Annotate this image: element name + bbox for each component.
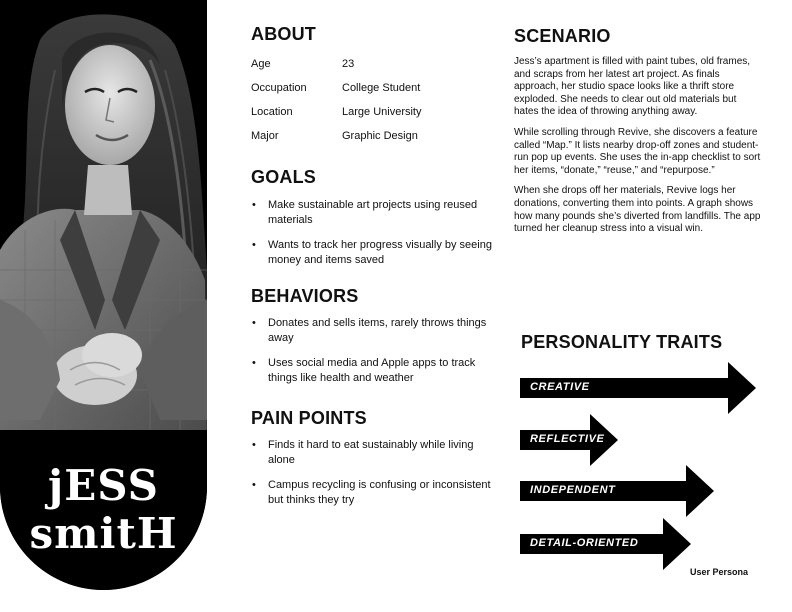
list-item: • Donates and sells items, rarely throws things away <box>251 316 496 346</box>
scenario-paragraph: While scrolling through Revive, she discovers a feature called “Map.” It lists nearby drop-off zones and student-run pop up events. She uses the in-app checklist to sort her items, “donate,” “reuse,” and “repurpose.” <box>514 126 761 176</box>
trait-detail-oriented <box>520 518 691 570</box>
about-value: Large University <box>342 106 422 118</box>
trait-label: DETAIL-ORIENTED <box>530 537 639 549</box>
trait-label: CREATIVE <box>530 381 590 393</box>
trait-reflective <box>520 414 618 466</box>
about-label: Age <box>251 58 271 70</box>
list-item: • Wants to track her progress visually by seeing money and items saved <box>251 238 496 268</box>
goals-list <box>251 198 496 278</box>
scenario-paragraph: When she drops off her materials, Revive logs her donations, converting them into points. A graph shows how many pounds she’s diverted from landfills. The app turned her cleanup stress into a visual win. <box>514 185 761 235</box>
persona-first-name: jESS <box>48 461 159 510</box>
trait-label: REFLECTIVE <box>530 433 605 445</box>
pain-points-title: PAIN POINTS <box>251 408 367 428</box>
list-item: • Uses social media and Apple apps to track things like health and weather <box>251 356 496 386</box>
about-value: Graphic Design <box>342 130 418 142</box>
behaviors-list <box>251 316 496 396</box>
about-label: Occupation <box>251 82 307 94</box>
list-item: • Campus recycling is confusing or inconsistent but thinks they try <box>251 478 496 508</box>
list-item: • Make sustainable art projects using reused materials <box>251 198 496 228</box>
list-item: • Finds it hard to eat sustainably while living alone <box>251 438 496 468</box>
behaviors-title: BEHAVIORS <box>251 286 359 306</box>
pain-points-list <box>251 438 496 518</box>
trait-label: INDEPENDENT <box>530 484 616 496</box>
about-label: Major <box>251 130 279 142</box>
persona-last-name: smitH <box>29 509 178 558</box>
scenario-title: SCENARIO <box>514 26 611 46</box>
trait-independent <box>520 465 714 517</box>
scenario-paragraph: Jess’s apartment is filled with paint tubes, old frames, and scraps from her latest art project. As finals approach, her studio space looks like a thrift store exploded. She needs to clear out old materials but hates the idea of throwing anything away. <box>514 56 751 118</box>
photo-panel <box>0 0 207 590</box>
about-value: College Student <box>342 82 421 94</box>
about-label: Location <box>251 106 293 118</box>
footer-label: User Persona <box>690 567 749 577</box>
about-title: ABOUT <box>251 24 316 44</box>
personality-title: PERSONALITY TRAITS <box>521 332 723 352</box>
trait-creative <box>520 362 756 414</box>
about-value: 23 <box>342 58 355 70</box>
goals-title: GOALS <box>251 167 317 187</box>
scenario-body <box>514 56 762 244</box>
